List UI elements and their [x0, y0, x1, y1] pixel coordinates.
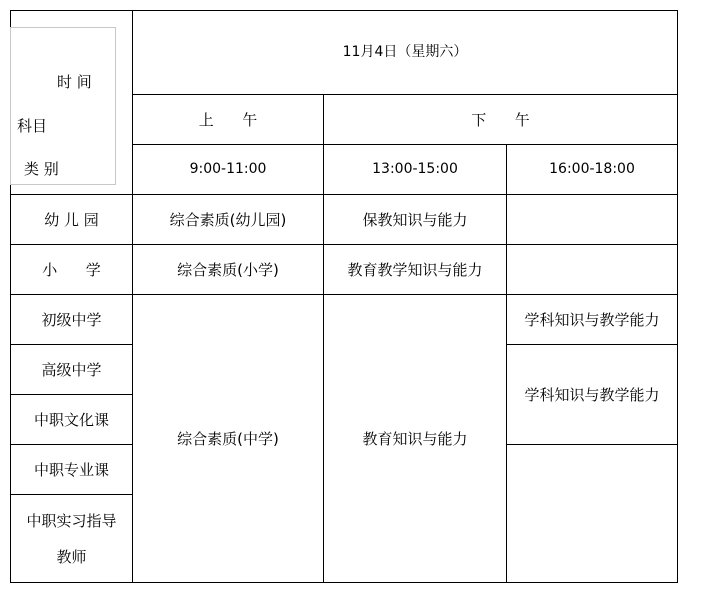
- category-vocational-intern: 中职实习指导 教师: [26, 511, 117, 566]
- corner-time-label: 时 间: [57, 73, 92, 91]
- primary-slot2: 教育教学知识与能力: [347, 260, 483, 279]
- primary-slot1: 综合素质(小学): [177, 260, 279, 279]
- table-border-right: [677, 10, 678, 583]
- time-slot-1: 9:00-11:00: [189, 161, 267, 178]
- morning-header: 上 午: [198, 110, 258, 129]
- senior-middle-slot3: 学科知识与教学能力: [524, 385, 660, 404]
- category-vocational-major: 中职专业课: [33, 460, 109, 479]
- kindergarten-slot1: 综合素质(幼儿园): [169, 210, 287, 229]
- table-border-bottom: [10, 582, 678, 583]
- category-primary: 小 学: [42, 260, 101, 279]
- time-slot-2: 13:00-15:00: [372, 161, 458, 178]
- category-junior-middle: 初级中学: [41, 310, 102, 329]
- time-slot-3: 16:00-18:00: [549, 161, 635, 178]
- junior-middle-slot3: 学科知识与教学能力: [524, 310, 660, 329]
- category-senior-middle: 高级中学: [41, 360, 102, 379]
- category-kindergarten: 幼 儿 园: [44, 210, 99, 229]
- divider-row5-right: [506, 444, 678, 445]
- date-header: 11月4日（星期六）: [342, 44, 468, 61]
- corner-category-label: 类 别: [24, 160, 59, 178]
- corner-subject-label: 科目: [17, 117, 48, 135]
- middle-shared-slot2: 教育知识与能力: [362, 429, 468, 448]
- afternoon-header: 下 午: [471, 110, 530, 129]
- category-vocational-culture: 中职文化课: [33, 410, 109, 429]
- kindergarten-slot2: 保教知识与能力: [362, 210, 468, 229]
- middle-shared-slot1: 综合素质(中学): [177, 429, 279, 448]
